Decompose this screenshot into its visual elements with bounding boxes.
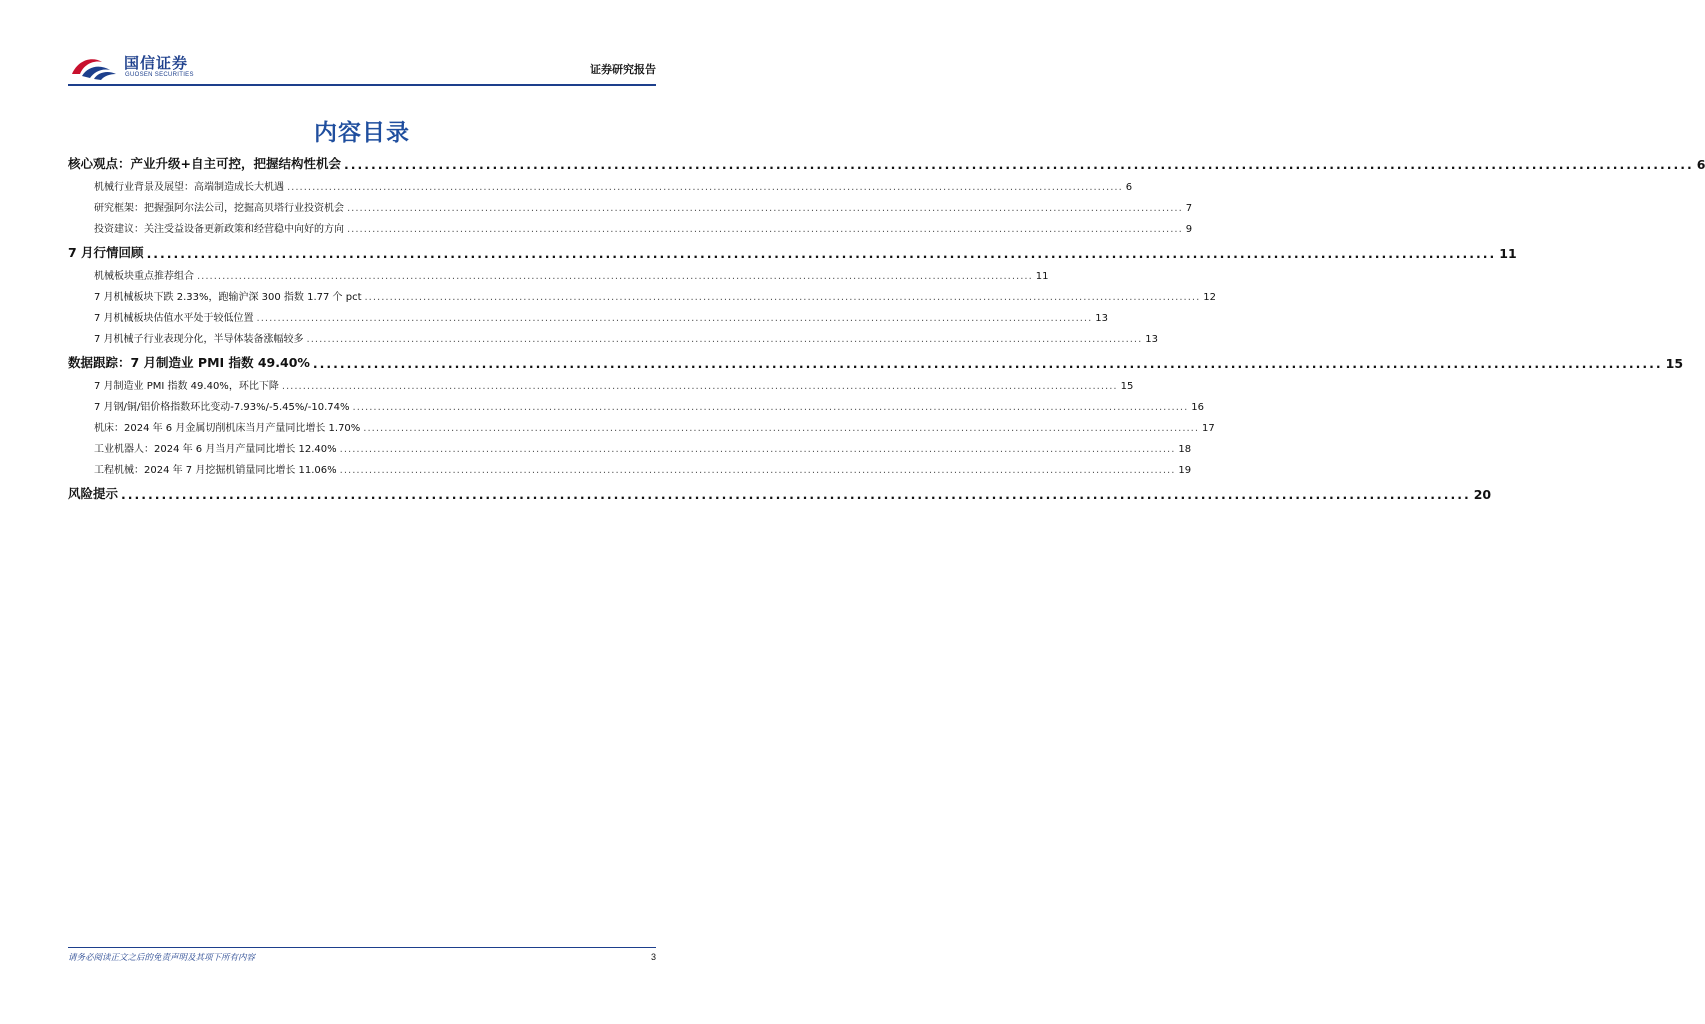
toc-entry-page: 15 bbox=[1665, 356, 1684, 371]
toc-subsection-entry[interactable] bbox=[68, 214, 1193, 235]
toc-dot-leader: ........................................................................................................................................................................................................ bbox=[121, 487, 1471, 502]
toc-subsection-entry[interactable] bbox=[68, 193, 1193, 214]
toc-entry-label: 工业机器人：2024 年 6 月当月产量同比增长 12.40% bbox=[94, 444, 337, 455]
toc-subsection-entry[interactable] bbox=[68, 261, 1049, 282]
toc-subsection-entry[interactable] bbox=[68, 413, 1215, 434]
toc-dot-leader: ........................................................................................................................................................................................................ bbox=[343, 157, 1694, 172]
toc-entry-page: 6 bbox=[1696, 157, 1705, 172]
toc-entry-label: 投资建议：关注受益设备更新政策和经营稳中向好的方向 bbox=[94, 224, 344, 235]
toc-entry-page: 6 bbox=[1125, 182, 1133, 193]
toc-entry-label: 工程机械：2024 年 7 月挖掘机销量同比增长 11.06% bbox=[94, 465, 337, 476]
toc-section-entry[interactable] bbox=[68, 480, 1492, 502]
toc-section-entry[interactable] bbox=[68, 349, 1684, 371]
toc-entry-page: 20 bbox=[1473, 487, 1492, 502]
toc-entry-label: 7 月机械子行业表现分化，半导体装备涨幅较多 bbox=[94, 334, 304, 345]
toc-entry-label: 7 月钢/铜/铝价格指数环比变动-7.93%/-5.45%/-10.74% bbox=[94, 402, 350, 413]
toc-entry-page: 19 bbox=[1178, 465, 1192, 476]
toc-entry-label: 7 月制造业 PMI 指数 49.40%，环比下降 bbox=[94, 381, 279, 392]
logo-english-name: GUOSEN SECURITIES bbox=[125, 72, 194, 78]
toc-subsection-entry[interactable] bbox=[68, 324, 1159, 345]
toc-entry-page: 13 bbox=[1145, 334, 1159, 345]
toc-section-entry[interactable] bbox=[68, 150, 1705, 172]
toc-entry-label: 机械板块重点推荐组合 bbox=[94, 271, 194, 282]
toc-entry-label: 研究框架：把握强阿尔法公司，挖掘高贝塔行业投资机会 bbox=[94, 203, 344, 214]
toc-dot-leader: ........................................................................................................................................................................................................ bbox=[364, 292, 1201, 303]
toc-dot-leader: ........................................................................................................................................................................................................ bbox=[256, 313, 1093, 324]
toc-entry-page: 17 bbox=[1202, 423, 1215, 434]
toc-title: 内容目录 bbox=[314, 120, 410, 146]
toc-dot-leader: ........................................................................................................................................................................................................ bbox=[352, 402, 1189, 413]
toc-entry-page: 12 bbox=[1203, 292, 1216, 303]
toc-subsection-entry[interactable] bbox=[68, 434, 1192, 455]
footer-disclaimer: 请务必阅读正文之后的免责声明及其项下所有内容 bbox=[68, 953, 256, 963]
toc-subsection-entry[interactable] bbox=[68, 172, 1133, 193]
toc-subsection-entry[interactable] bbox=[68, 371, 1134, 392]
toc-entry-label: 风险提示 bbox=[68, 486, 119, 501]
toc-entry-label: 7 月机械板块下跌 2.33%，跑输沪深 300 指数 1.77 个 pct bbox=[94, 292, 362, 303]
toc-entry-label: 7 月机械板块估值水平处于较低位置 bbox=[94, 313, 254, 324]
page-header bbox=[68, 50, 656, 84]
logo-chinese-name: 国信证券 bbox=[124, 54, 189, 72]
toc-dot-leader: ........................................................................................................................................................................................................ bbox=[146, 246, 1497, 261]
toc-subsection-entry[interactable] bbox=[68, 392, 1204, 413]
toc-entry-page: 11 bbox=[1499, 246, 1517, 261]
toc-entry-page: 7 bbox=[1185, 203, 1193, 214]
toc-dot-leader: ........................................................................................................................................................................................................ bbox=[281, 381, 1118, 392]
toc-dot-leader: ........................................................................................................................................................................................................ bbox=[287, 182, 1123, 193]
toc-entry-label: 7 月行情回顾 bbox=[68, 245, 144, 260]
footer-divider bbox=[68, 947, 656, 948]
toc-entry-label: 机械行业背景及展望：高端制造成长大机遇 bbox=[94, 182, 284, 193]
toc-dot-leader: ........................................................................................................................................................................................................ bbox=[312, 356, 1663, 371]
toc-entry-page: 15 bbox=[1120, 381, 1134, 392]
toc-dot-leader: ........................................................................................................................................................................................................ bbox=[197, 271, 1033, 282]
toc-dot-leader: ........................................................................................................................................................................................................ bbox=[339, 444, 1176, 455]
guosen-logo bbox=[68, 50, 218, 84]
toc-entry-page: 9 bbox=[1185, 224, 1193, 235]
table-of-contents bbox=[68, 150, 1705, 502]
toc-dot-leader: ........................................................................................................................................................................................................ bbox=[306, 334, 1143, 345]
toc-entry-label: 机床：2024 年 6 月金属切削机床当月产量同比增长 1.70% bbox=[94, 423, 361, 434]
toc-section-entry[interactable] bbox=[68, 239, 1517, 261]
toc-entry-label: 核心观点：产业升级+自主可控，把握结构性机会 bbox=[68, 156, 341, 171]
toc-entry-page: 11 bbox=[1035, 271, 1049, 282]
toc-dot-leader: ........................................................................................................................................................................................................ bbox=[363, 423, 1200, 434]
report-type-label: 证券研究报告 bbox=[590, 63, 656, 76]
toc-subsection-entry[interactable] bbox=[68, 282, 1216, 303]
toc-entry-label: 数据跟踪：7 月制造业 PMI 指数 49.40% bbox=[68, 355, 310, 370]
toc-dot-leader: ........................................................................................................................................................................................................ bbox=[347, 224, 1183, 235]
toc-entry-page: 13 bbox=[1095, 313, 1109, 324]
toc-dot-leader: ........................................................................................................................................................................................................ bbox=[339, 465, 1176, 476]
page-number: 3 bbox=[650, 952, 656, 962]
toc-entry-page: 16 bbox=[1191, 402, 1204, 413]
guosen-logo-icon bbox=[68, 52, 120, 82]
toc-entry-page: 18 bbox=[1178, 444, 1192, 455]
toc-subsection-entry[interactable] bbox=[68, 303, 1109, 324]
toc-dot-leader: ........................................................................................................................................................................................................ bbox=[347, 203, 1183, 214]
header-divider bbox=[68, 84, 656, 86]
toc-subsection-entry[interactable] bbox=[68, 455, 1192, 476]
